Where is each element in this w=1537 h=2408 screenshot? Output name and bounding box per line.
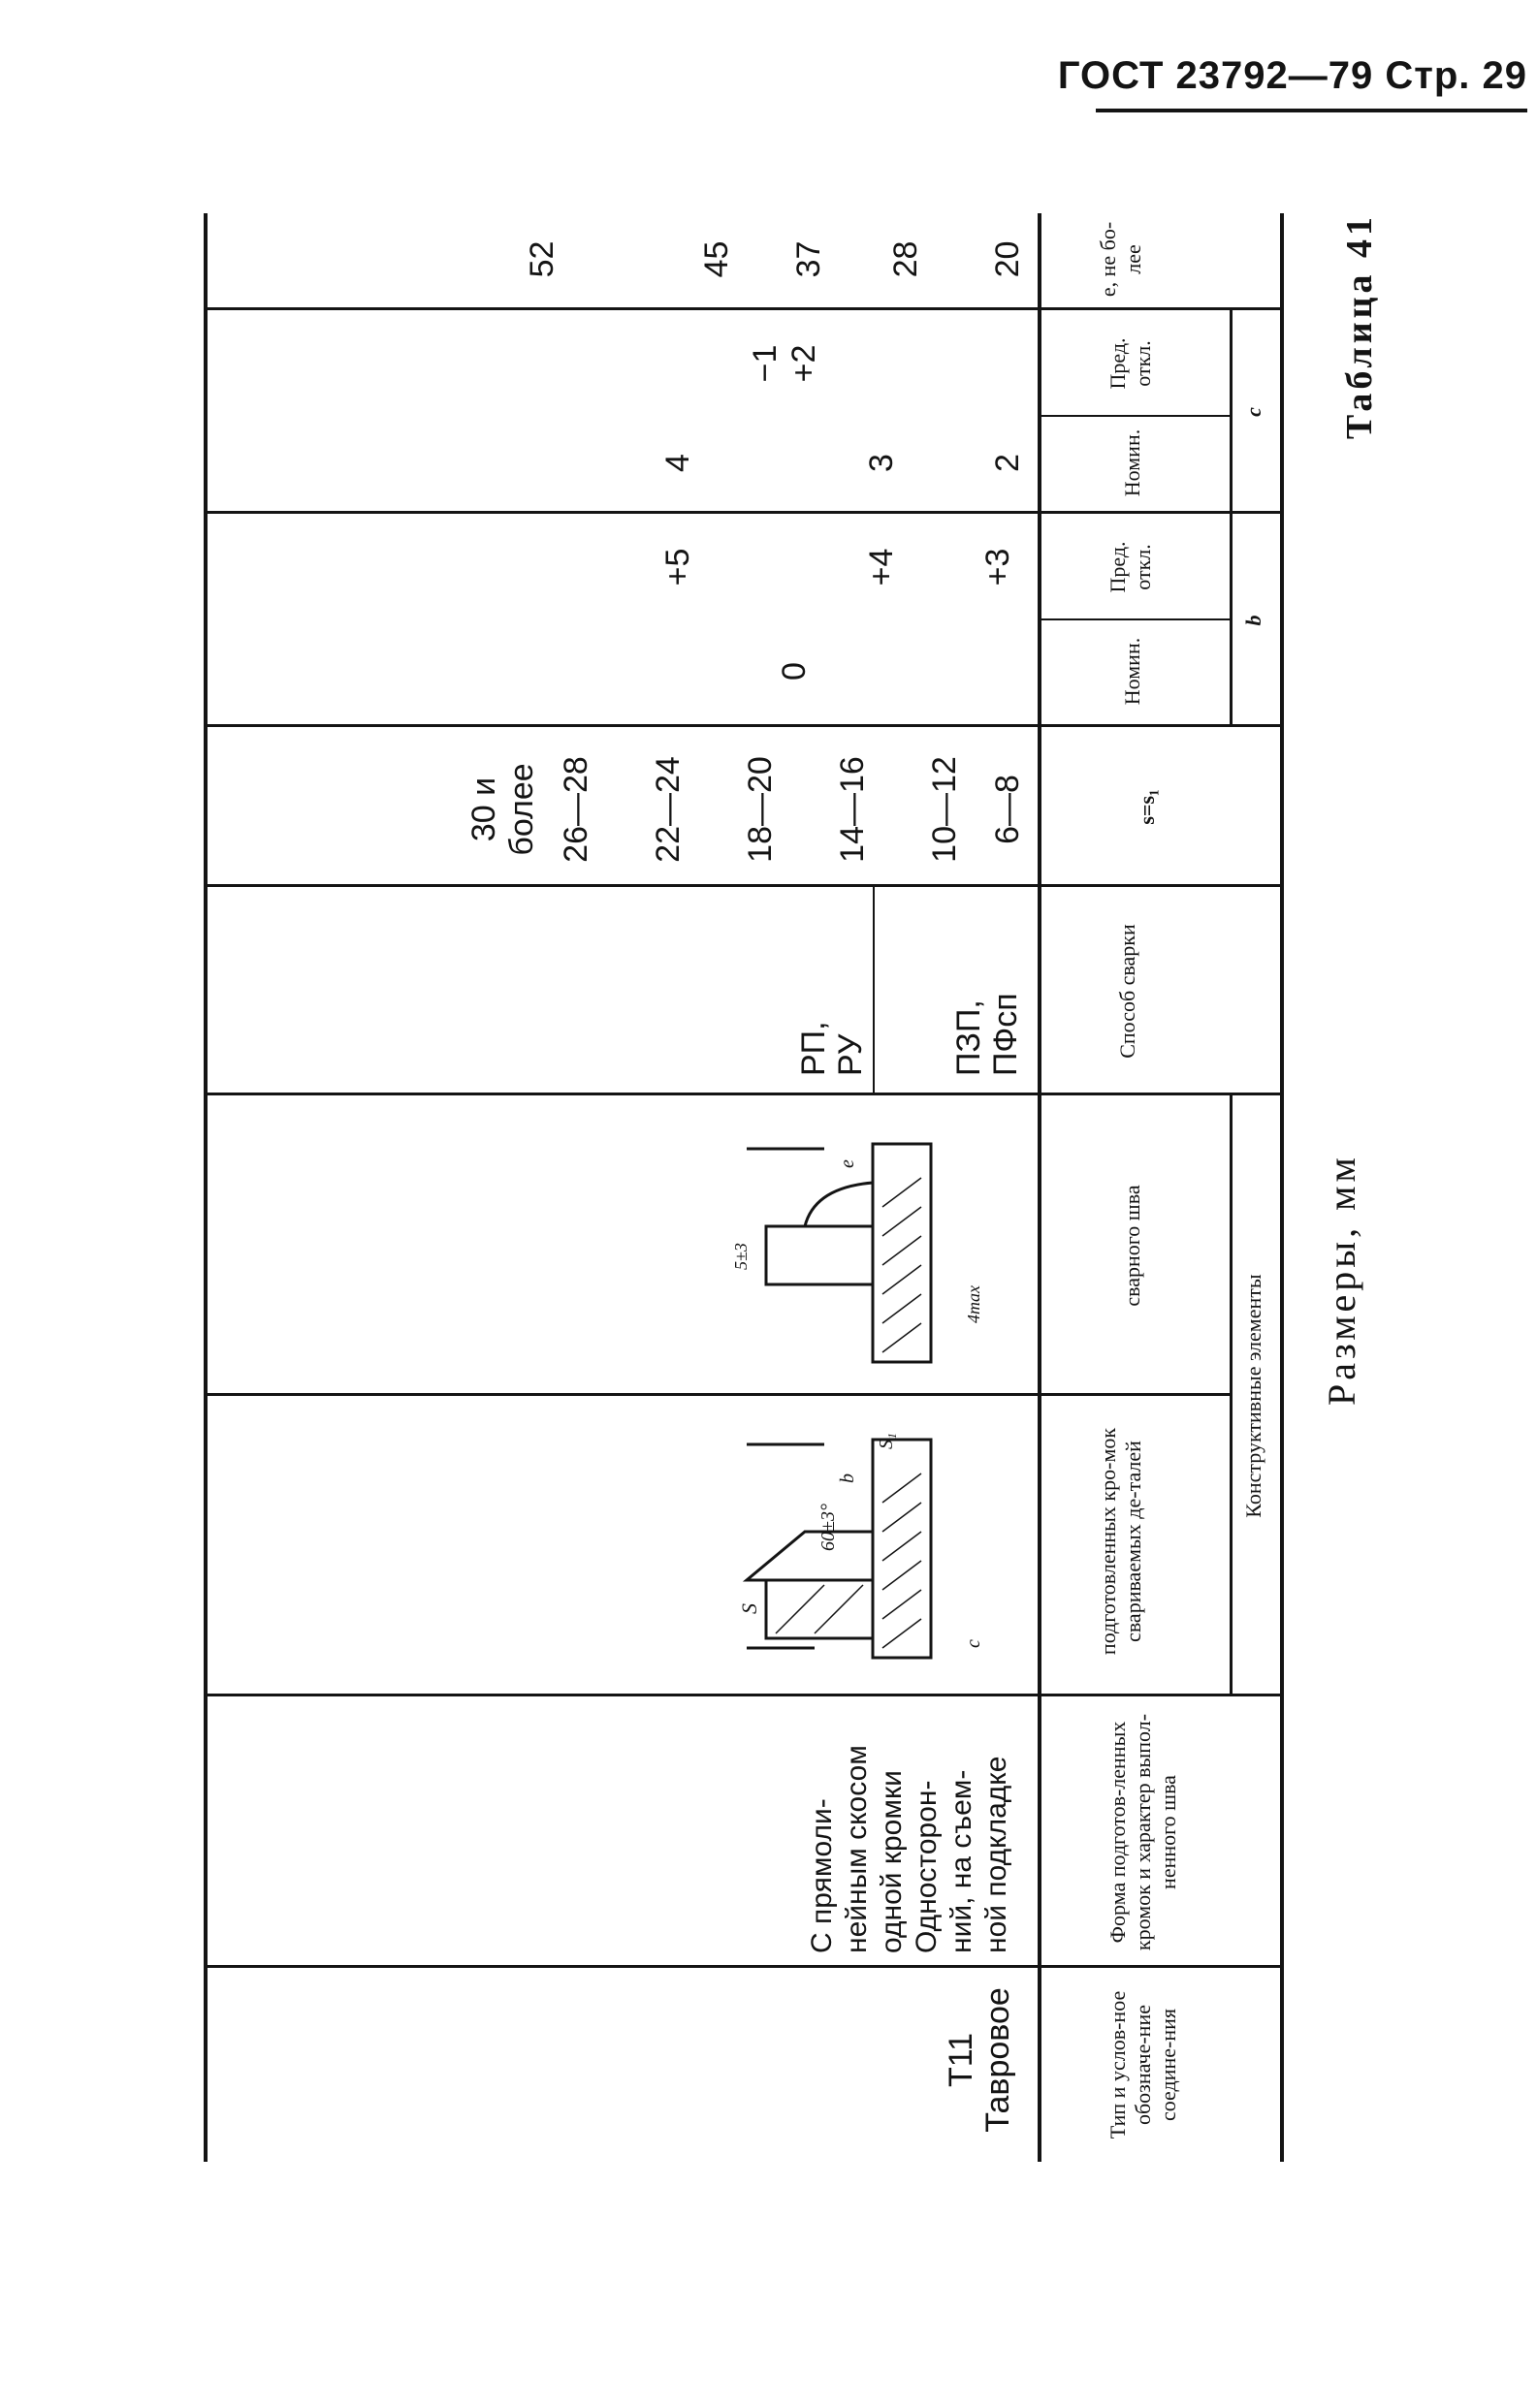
- form-line: одной кромки: [876, 1770, 908, 1953]
- row-form-text: [805, 1701, 1014, 1953]
- col-sep-4: [204, 1093, 1282, 1095]
- col-c-header: c: [1241, 407, 1265, 417]
- form-line: ний, на съем-: [945, 1769, 977, 1953]
- s-value: 10—12: [926, 756, 963, 863]
- col-b-nominal: Номин.: [1120, 637, 1144, 706]
- e-value: 52: [524, 240, 560, 278]
- col-c-tol: Пред. откл.: [1105, 337, 1155, 390]
- col-e-header: e, не бо-лее: [1096, 221, 1145, 298]
- form-line: нейным скосом: [841, 1745, 873, 1953]
- table-bottom-rule: [204, 213, 208, 2162]
- c-nominal-value: 3: [863, 454, 900, 472]
- weld-drawing: [688, 1110, 1018, 1381]
- table-top-rule: [1280, 213, 1284, 2162]
- dimensions-caption: Размеры, мм: [1320, 1154, 1363, 1406]
- c-nominal-value: 4: [659, 454, 696, 472]
- col-b-tol: Пред. откл.: [1105, 541, 1155, 593]
- s-value: 26—28: [558, 756, 594, 863]
- header-rule: [1096, 109, 1527, 112]
- construct-sub-rule: [1230, 1095, 1233, 1696]
- prep-label-c: c: [963, 1639, 984, 1648]
- prep-label-angle: 60±3°: [817, 1504, 839, 1551]
- e-value: 20: [989, 240, 1026, 278]
- col-sep-6: [204, 724, 1282, 727]
- e-value: 37: [790, 240, 827, 278]
- prep-label-s1: S₁: [876, 1433, 897, 1449]
- rotated-table-frame: [204, 213, 1537, 2162]
- method-2-line: РУ: [832, 1033, 869, 1076]
- form-line: С прямоли-: [806, 1798, 838, 1953]
- s-value: 14—16: [834, 756, 871, 863]
- row-method-2: [795, 902, 869, 1076]
- col-method-header: Способ сварки: [1115, 924, 1139, 1059]
- b-nominal-value: 0: [776, 662, 813, 681]
- form-line: ной подкладке: [980, 1756, 1012, 1953]
- b-sub-sep: [1038, 618, 1232, 620]
- weld-label-height: 5±3: [731, 1243, 751, 1270]
- s-value: 6—8: [989, 775, 1026, 844]
- prep-label-s: S: [737, 1603, 761, 1614]
- row-type-line1: Тавровое: [979, 1987, 1016, 2133]
- col-construct-weld-header: сварного шва: [1120, 1185, 1144, 1307]
- c-tol-lower: −1: [747, 344, 784, 383]
- col-construct-header: Конструктивные элементы: [1241, 1274, 1265, 1518]
- row-type-line2: Т11: [943, 2032, 979, 2088]
- col-form-header: Форма подготов-ленных кромок и характер выпол-ненного шва: [1105, 1713, 1180, 1951]
- b-tol-value: +5: [659, 548, 696, 586]
- weld-label-e: e: [837, 1159, 858, 1168]
- s-value: 30 и более: [465, 763, 540, 856]
- row-method-1: [950, 902, 1024, 1076]
- b-tol-value: +4: [863, 548, 900, 586]
- col-sep-3: [204, 1393, 1232, 1396]
- col-c-nominal: Номин.: [1120, 428, 1144, 497]
- col-construct-prep-header: подготовленных кро-мок свариваемых де-талей: [1096, 1427, 1145, 1656]
- e-value: 45: [698, 240, 735, 278]
- col-b-header: b: [1241, 615, 1265, 626]
- table-label: Таблица 41: [1339, 213, 1380, 440]
- e-value: 28: [887, 240, 924, 278]
- s-value: 18—20: [742, 756, 779, 863]
- b-tol-value: +3: [979, 548, 1016, 586]
- col-type-header: Тип и услов-ное обозначе-ние соедине-ния: [1105, 1990, 1180, 2139]
- bc-sub-rule: [1230, 310, 1233, 727]
- col-sep-1: [204, 1965, 1282, 1968]
- col-sep-2: [204, 1694, 1282, 1696]
- edge-prep-drawing: [688, 1406, 1018, 1677]
- form-line: Односторон-: [911, 1780, 943, 1953]
- prep-label-b: b: [837, 1473, 858, 1483]
- header-bottom-rule: [1038, 213, 1041, 2162]
- col-s-header: s=s₁: [1135, 789, 1159, 825]
- col-sep-5: [204, 884, 1282, 887]
- method-2-line: РП,: [795, 1021, 832, 1076]
- method-1-line: ПФсп: [987, 993, 1024, 1076]
- method-sep: [873, 887, 875, 1095]
- s-value: 22—24: [650, 756, 687, 863]
- weld-label-max: 4max: [964, 1285, 983, 1323]
- page-header-text: ГОСТ 23792—79 Стр. 29: [1057, 54, 1527, 97]
- col-sep-8: [204, 307, 1282, 310]
- c-nominal-value: 2: [989, 454, 1026, 472]
- method-1-line: ПЗП,: [950, 999, 987, 1076]
- c-tol-upper: +2: [785, 344, 822, 383]
- col-sep-7: [204, 511, 1282, 514]
- page-header: [1052, 54, 1537, 112]
